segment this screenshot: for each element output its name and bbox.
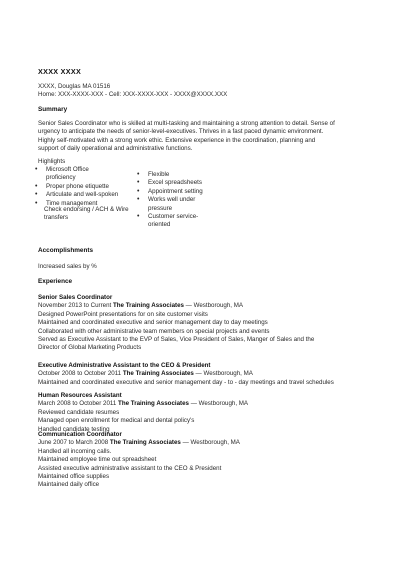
job-location: Westborough, MA xyxy=(198,400,249,408)
list-item: • Articulate and well-spoken xyxy=(32,191,132,199)
job-company: The Training Associates xyxy=(109,439,181,447)
job-title: Human Resources Assistant xyxy=(38,392,122,399)
job-company: The Training Associates xyxy=(122,370,194,378)
job-dates: November 2013 to Current xyxy=(38,302,112,310)
job-dates: March 2008 to October 2011 xyxy=(38,400,117,408)
summary-text xyxy=(38,120,368,154)
list-item: • Proper phone etiquette xyxy=(32,183,132,191)
accomplishments-heading: Accomplishments xyxy=(38,247,94,254)
job-entry xyxy=(38,431,378,490)
job-dates: October 2008 to October 2011 xyxy=(38,370,122,378)
job-location: Westborough, MA xyxy=(203,370,253,378)
list-item: • Time management xyxy=(32,200,132,208)
job-duty: Handled candidate testing xyxy=(38,425,110,433)
job-separator: — xyxy=(180,439,191,447)
job-duty: Managed open enrollment for medical and dental policy's xyxy=(38,417,195,425)
job-meta xyxy=(38,439,378,447)
job-title: Senior Sales Coordinator xyxy=(38,294,113,301)
job-duty: Assisted executive administrative assistant to the CEO & President xyxy=(38,464,222,472)
job-title: Communication Coordinator xyxy=(38,431,122,438)
list-item: • Flexible xyxy=(134,171,224,179)
job-duty: Maintained office supplies xyxy=(38,473,110,481)
job-entry xyxy=(38,392,378,434)
job-meta xyxy=(38,302,378,310)
job-duty: Director of Global Marketing Products xyxy=(38,344,142,352)
job-title: Executive Administrative Assistant to the CEO & President xyxy=(38,362,211,369)
job-duty: Maintained and coordinated executive and senior management day - to - day meetings and travel schedules xyxy=(38,378,334,386)
candidate-name: XXXX XXXX xyxy=(38,67,82,76)
job-duty: Handled all incoming calls. xyxy=(38,447,112,455)
contact-block xyxy=(38,83,227,100)
highlights-left-extra: Check endorsing / ACH & Wire transfers xyxy=(44,206,129,222)
job-duty: Maintained employee time out spreadsheet xyxy=(38,456,157,464)
list-item: • Microsoft Office proficiency xyxy=(32,166,116,183)
phone-line: Home: XXX-XXXX-XXX - Cell: XXX-XXXX-XXX - XXXX@XXXX.XXX xyxy=(38,91,228,99)
list-item: • Excel spreadsheets xyxy=(134,179,224,187)
job-separator: — xyxy=(189,400,199,408)
job-entry xyxy=(38,294,378,353)
list-item: • Works well under pressure xyxy=(134,196,214,213)
highlights-left-list xyxy=(32,166,132,208)
list-item: • Appointment setting xyxy=(134,188,208,196)
list-item: • Customer service-oriented xyxy=(134,213,208,230)
job-location: Westborough, MA xyxy=(193,302,244,310)
summary-heading: Summary xyxy=(38,106,68,113)
job-duty: Designed PowerPoint presentations for on site customer visits xyxy=(38,310,208,318)
job-duty: Maintained and coordinated executive and senior management day to day meetings xyxy=(38,319,268,327)
job-duty: Collaborated with other administrative team members on special projects and events xyxy=(38,327,270,335)
job-duty: Reviewed candidate resumes xyxy=(38,408,120,416)
highlights-right-list xyxy=(134,171,224,230)
job-meta xyxy=(38,370,378,378)
job-duty: Maintained daily office xyxy=(38,481,100,489)
job-separator: — xyxy=(183,302,194,310)
accomplishments-text: Increased sales by % xyxy=(38,263,97,270)
address-line: XXXX, Douglas MA 01516 xyxy=(38,83,111,90)
job-meta xyxy=(38,400,378,408)
job-dates: June 2007 to March 2008 xyxy=(38,439,109,447)
summary-line: Senior Sales Coordinator who is skilled at multi-tasking and maintaining a strong attention to detail. Sense of xyxy=(38,120,335,127)
summary-line: urgency to anticipate the needs of senior-level-executives. Thrives in a fast paced dynamic environment. xyxy=(38,128,324,136)
job-entry xyxy=(38,362,378,387)
job-separator: — xyxy=(193,370,204,378)
job-company: The Training Associates xyxy=(113,302,184,310)
summary-line: Highly self-motivated with a strong work ethic. Extensive experience in the coordination, planning and xyxy=(38,136,316,144)
highlights-heading: Highlights xyxy=(38,158,66,165)
job-location: Westborough, MA xyxy=(190,439,240,447)
experience-heading: Experience xyxy=(38,278,73,285)
job-company: The Training Associates xyxy=(118,400,189,408)
job-duty: Served as Executive Assistant to the EVP of Sales, Vice President of Sales, Manger of Sales and the xyxy=(38,336,315,344)
summary-line: support of daily operational and administrative functions. xyxy=(38,145,193,153)
